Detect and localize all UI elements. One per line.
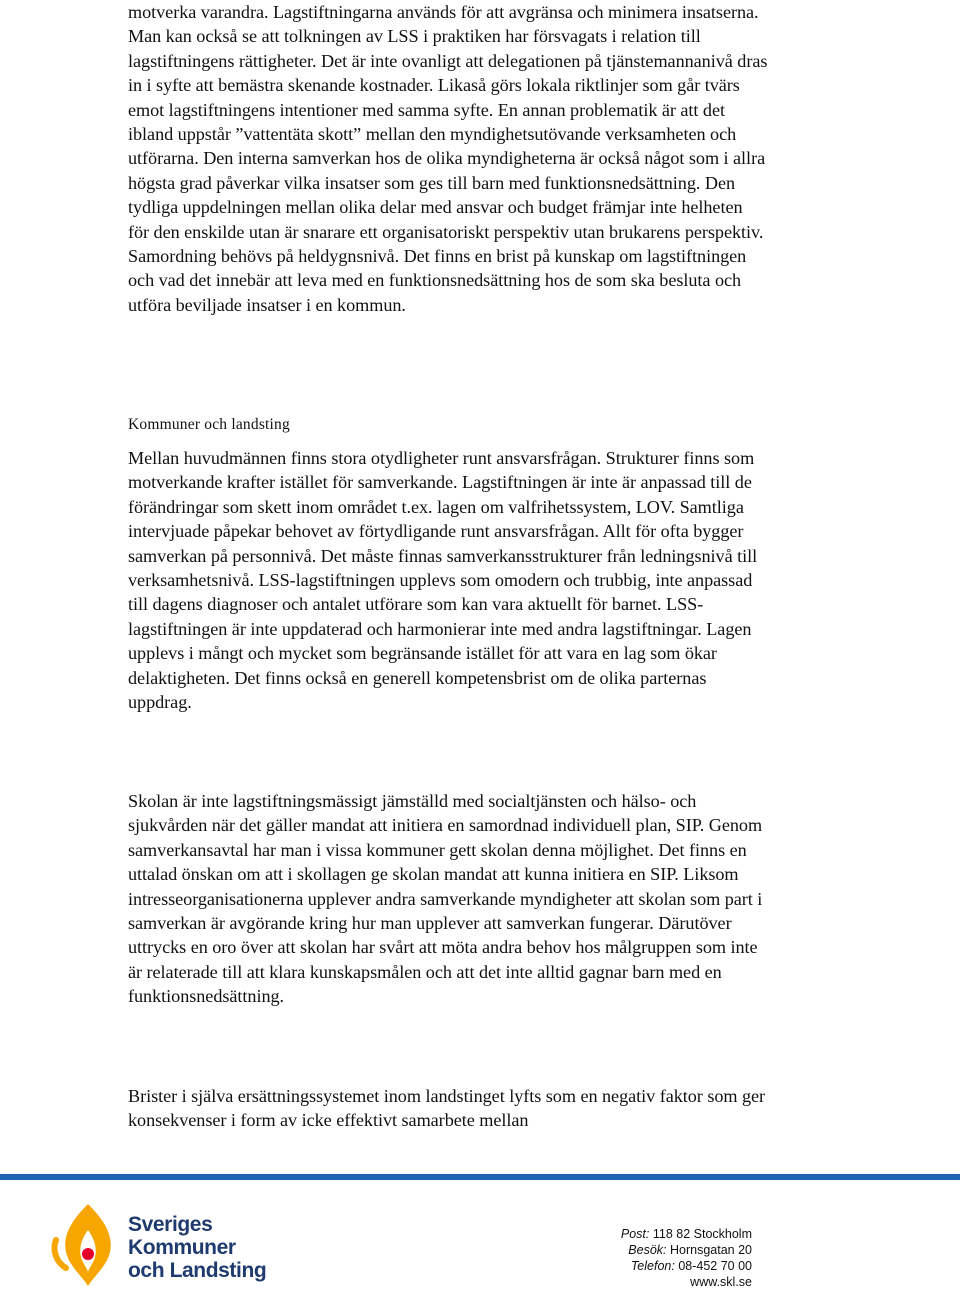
paragraph: Brister i själva ersättningssystemet inom landstinget lyfts som en negativ faktor som ger konsekvenser i form av icke effektivt samarbete mellan (128, 1086, 766, 1131)
paragraph: Mellan huvudmännen finns stora otydligheter runt ansvarsfrågan. Strukturer finns som motverkande krafter istället för samverkande. Lagstiftningen är inte är anpassad till de förändringar som skett inom området t.ex. lagen om valfrihetssystem, LOV. Samtliga intervjuade påpekar behovet av förtydligande runt ansvarsfrågan. Allt för ofta bygger samverkan på personnivå. Det måste finnas samverkansstrukturer från ledningsnivå till verksamhetsnivå. LSS-lagstiftningen upplevs som omodern och trubbig, inte anpassad till dagens diagnoser och antalet utförare som kan vara aktuellt för barnet. LSS-lagstiftningen är inte uppdaterad och harmonierar inte med andra lagstiftningar. Lagen upplevs i mångt och mycket som begränsande istället för att vara en lag som ökar delaktigheten. Det finns också en generell kompetensbrist om de olika parternas uppdrag. (128, 448, 758, 713)
phone-number (621, 1258, 752, 1274)
body-text-block (128, 0, 768, 317)
post-value: 118 82 Stockholm (649, 1227, 752, 1241)
visit-label: Besök: (628, 1243, 667, 1257)
logo-line: Sveriges (128, 1213, 213, 1236)
website-link[interactable]: www.skl.se (690, 1275, 752, 1289)
contact-info (621, 1226, 752, 1290)
skl-logo-icon (48, 1200, 128, 1290)
paragraph: motverka varandra. Lagstiftningarna används för att avgränsa och minimera insatserna. Man kan också se att tolkningen av LSS i praktiken har försvagats i relation till lagstiftningens rättigheter. Det är inte ovanligt att delegationen på tjänstemannanivå dras in i syfte att bemästra skenande kostnader. Likaså görs lokala riktlinjer som går tvärs emot lagstiftningens intentioner med samma syfte. En annan problematik är att det ibland uppstår ”vattentäta skott” mellan den myndighetsutövande verksamheten och utförarna. Den interna samverkan hos de olika myndigheterna är också något som i allra högsta grad påverkar vilka insatser som ges till barn med funktionsnedsättning. Den tydliga uppdelningen mellan olika delar med ansvar och budget främjar inte helheten för den enskilde utan är snarare ett organisatoriskt perspektiv utan brukarens perspektiv. Samordning behövs på heldygnsnivå. Det finns en brist på kunskap om lagstiftningen och vad det innebär att leva med en funktionsnedsättning hos de som ska besluta och utföra beviljade insatser i en kommun. (128, 2, 768, 315)
paragraph: Skolan är inte lagstiftningsmässigt jämställd med socialtjänsten och hälso- och sjukvården när det gäller mandat att initiera en samordnad individuell plan, SIP. Genom samverkansavtal har man i vissa kommuner gett skolan denna möjlighet. Det finns en uttalad önskan om att i skollagen ge skolan mandat att kunna initiera en SIP. Liksom intresseorganisationerna upplever andra samverkande myndigheter att skolan som part i samverkan är avgörande kring hur man upplever att samverkan fungerar. Därutöver uttrycks en oro över att skolan har svårt att möta andra behov hos målgruppen som inte är relaterade till att klara kunskapsmålen och att det inte alltid gagnar barn med en funktionsnedsättning. (128, 791, 763, 1007)
phone-value: 08-452 70 00 (674, 1259, 752, 1273)
phone-label: Telefon: (630, 1259, 675, 1273)
footer-divider (0, 1174, 960, 1180)
logo-line: och Landsting (128, 1259, 267, 1282)
section-heading: Kommuner och landsting (128, 416, 290, 433)
post-label: Post: (620, 1227, 650, 1241)
organization-logo-text (128, 1213, 266, 1282)
visit-value: Hornsgatan 20 (666, 1243, 752, 1257)
postal-address (621, 1226, 752, 1242)
logo-line: Kommuner (128, 1236, 236, 1259)
visiting-address (621, 1242, 752, 1258)
